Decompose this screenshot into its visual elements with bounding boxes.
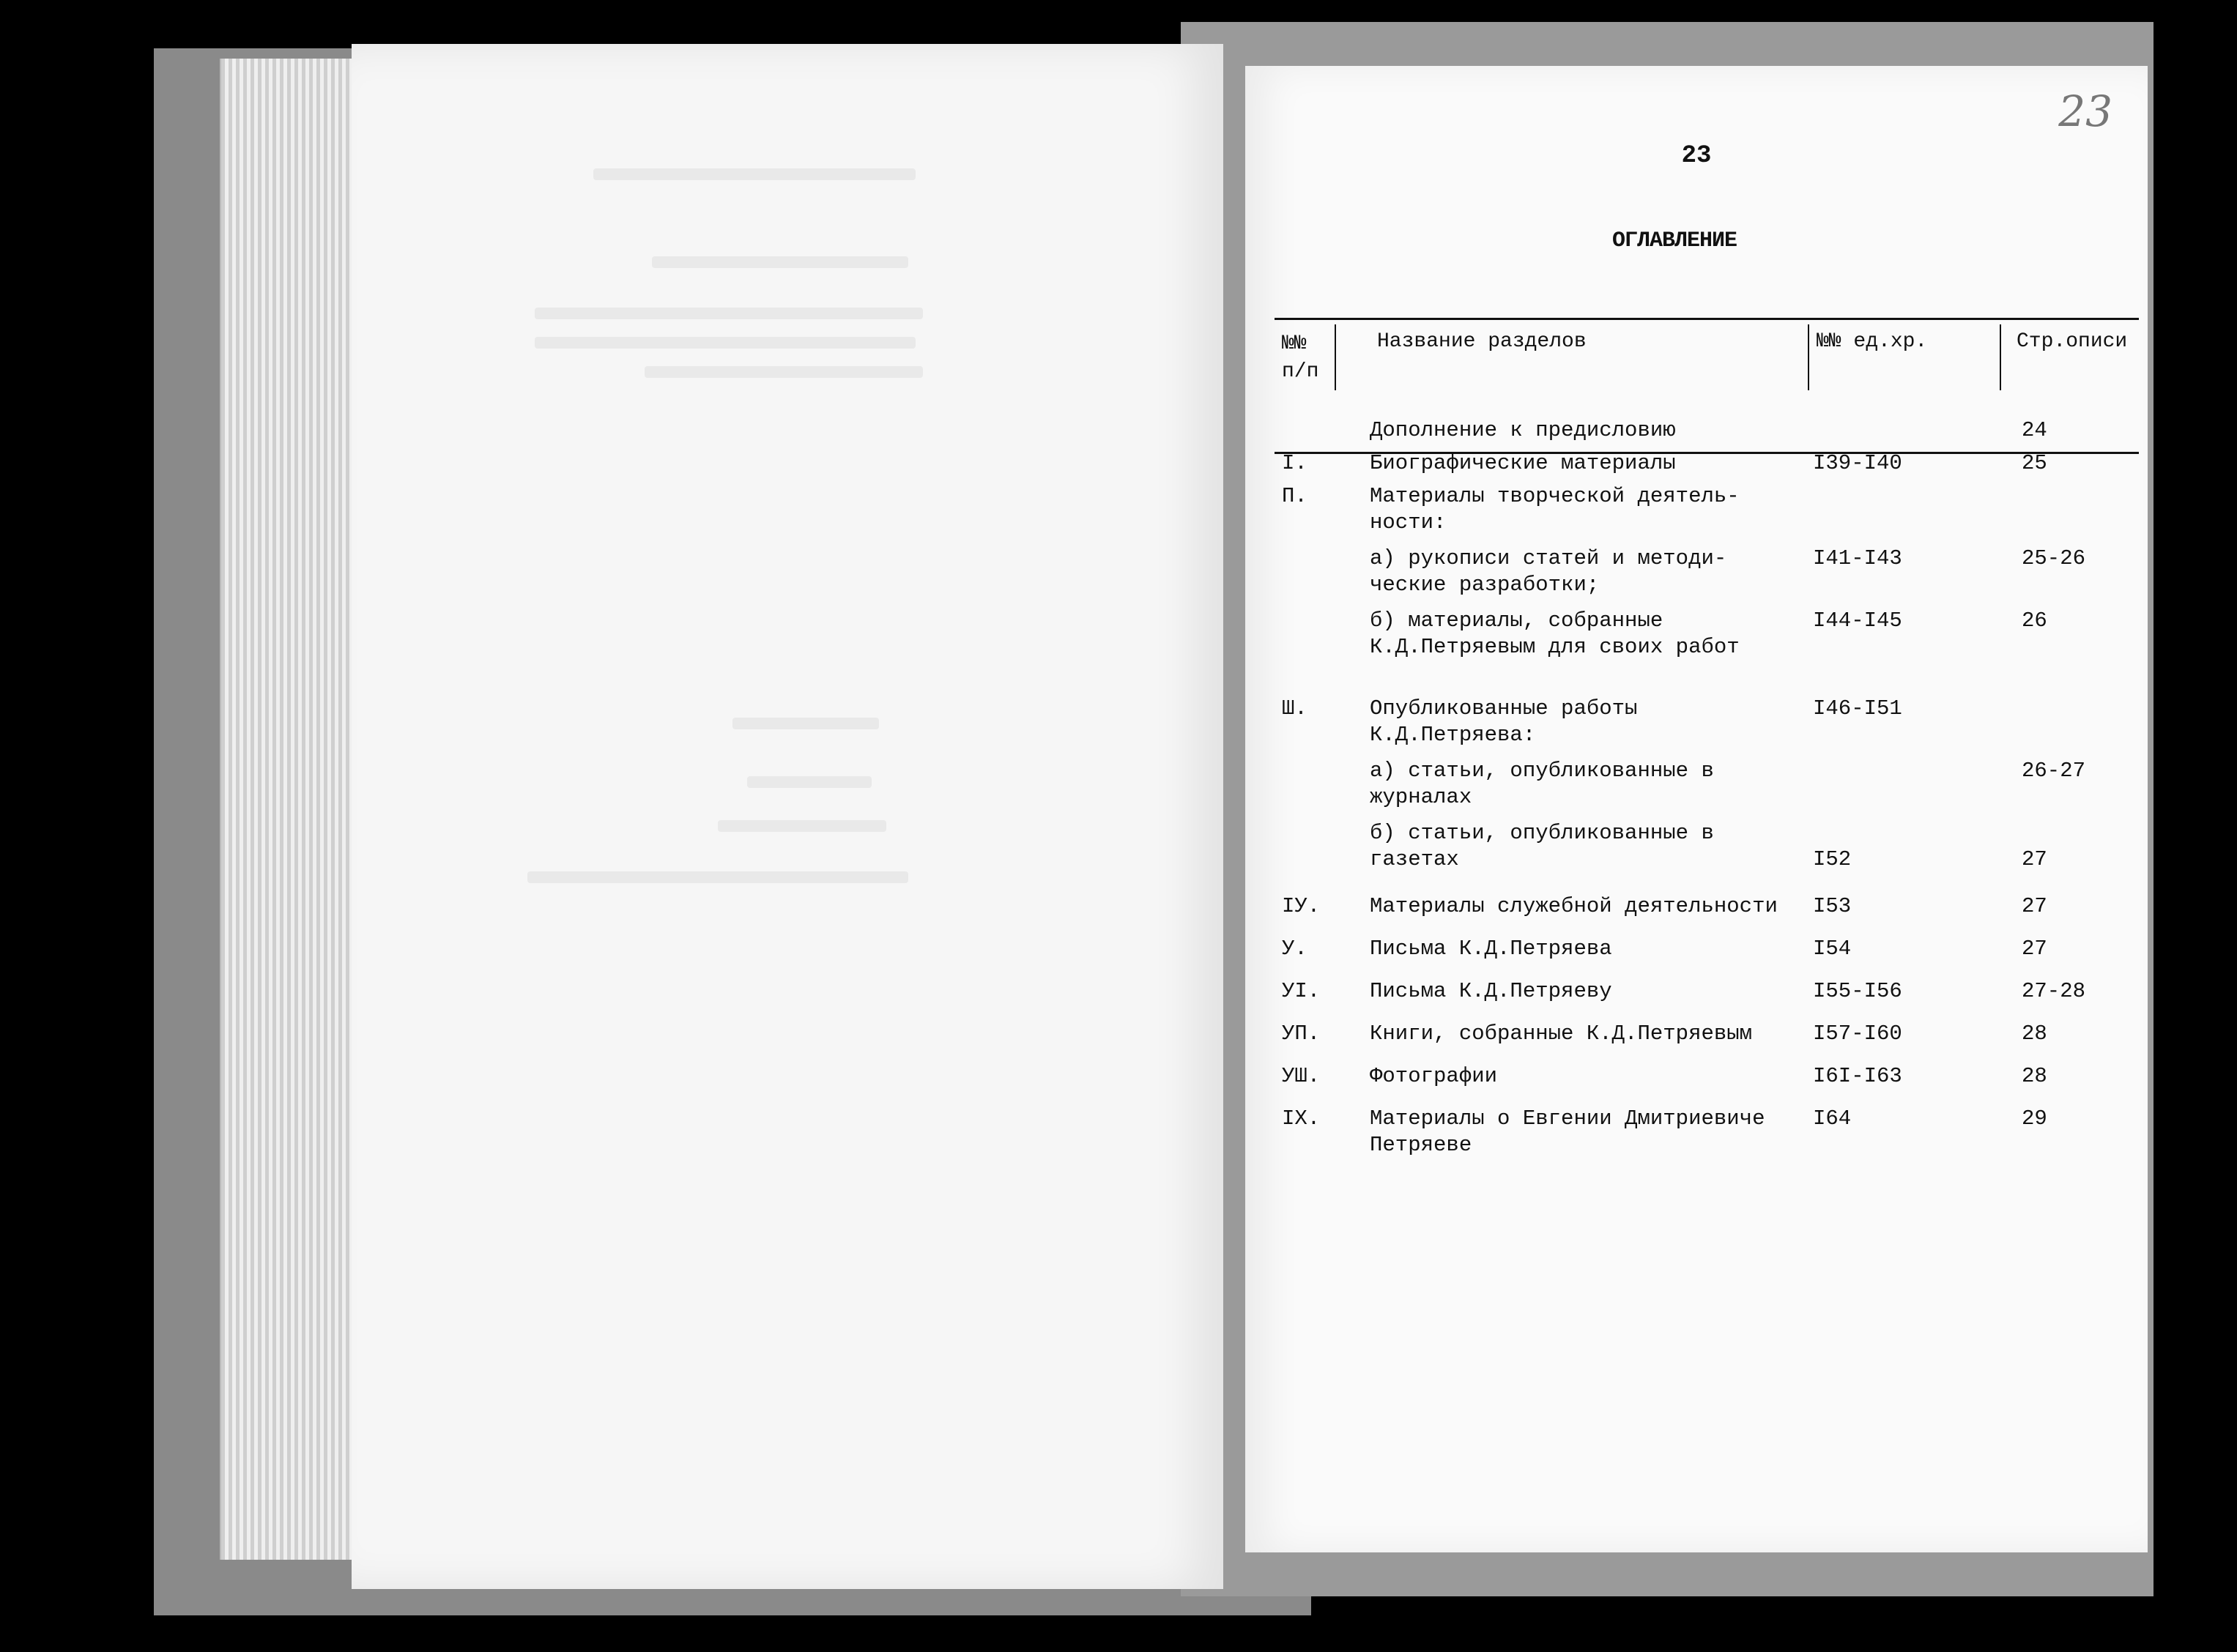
row-name: Биографические материалы xyxy=(1370,451,1676,475)
row-pages: 28 xyxy=(2022,1064,2047,1088)
row-num: УШ. xyxy=(1282,1064,1321,1088)
header-name: Название разделов xyxy=(1377,330,1587,353)
row-name: Письма К.Д.Петряеву xyxy=(1370,979,1612,1003)
row-name: б) материалы, собранные К.Д.Петряевым для своих работ xyxy=(1370,609,1740,659)
row-units: I41-I43 xyxy=(1813,546,1902,570)
row-name: Дополнение к предисловию xyxy=(1370,418,1676,442)
header-divider xyxy=(1335,324,1336,390)
row-units: I64 xyxy=(1813,1106,1852,1131)
row-name: Материалы служебной деятельности xyxy=(1370,894,1778,918)
bleed-through-text xyxy=(652,256,908,268)
row-units: I6I-I63 xyxy=(1813,1064,1902,1088)
row-name: Опубликованные работы К.Д.Петряева: xyxy=(1370,696,1638,747)
row-pages: 27 xyxy=(2022,847,2047,871)
row-num: У. xyxy=(1282,937,1307,961)
bleed-through-text xyxy=(527,871,908,883)
row-units: I54 xyxy=(1813,937,1852,961)
header-num: №№ п/п xyxy=(1282,332,1319,383)
row-pages: 27-28 xyxy=(2022,979,2086,1003)
left-page xyxy=(352,44,1223,1589)
header-divider xyxy=(2000,324,2001,390)
header-divider xyxy=(1808,324,1809,390)
bleed-through-text xyxy=(535,308,923,319)
bleed-through-text xyxy=(732,718,879,729)
row-pages: 28 xyxy=(2022,1022,2047,1046)
row-name: Материалы творческой деятель-ности: xyxy=(1370,484,1740,535)
row-pages: 27 xyxy=(2022,937,2047,961)
row-units: I55-I56 xyxy=(1813,979,1902,1003)
bleed-through-text xyxy=(593,168,916,180)
row-name: Фотографии xyxy=(1370,1064,1498,1088)
row-name: а) статьи, опубликованные в журналах xyxy=(1370,759,1714,809)
bleed-through-text xyxy=(535,337,916,349)
bleed-through-text xyxy=(645,366,923,378)
row-units: I46-I51 xyxy=(1813,696,1902,721)
row-num: П. xyxy=(1282,484,1307,508)
row-num: IУ. xyxy=(1282,894,1321,918)
header-pages: Стр.описи xyxy=(2017,330,2128,353)
bleed-through-text xyxy=(747,776,872,788)
page-stack-edges xyxy=(220,59,368,1560)
row-pages: 25-26 xyxy=(2022,546,2086,570)
row-units: I57-I60 xyxy=(1813,1022,1902,1046)
row-num: УП. xyxy=(1282,1022,1321,1046)
page-title: ОГЛАВЛЕНИЕ xyxy=(1611,228,1737,253)
row-pages: 27 xyxy=(2022,894,2047,918)
row-num: I. xyxy=(1282,451,1307,475)
bleed-through-text xyxy=(718,820,886,832)
right-page xyxy=(1245,66,2148,1552)
row-name: Материалы о Евгении Дмитриевиче Петряеве xyxy=(1370,1106,1765,1157)
page-number: 23 xyxy=(1681,142,1712,170)
header-units: №№ ед.хр. xyxy=(1817,330,1928,353)
row-pages: 26 xyxy=(2022,609,2047,633)
row-units: I53 xyxy=(1813,894,1852,918)
row-pages: 24 xyxy=(2022,418,2047,442)
row-name: а) рукописи статей и методи-ческие разработки; xyxy=(1370,546,1727,597)
row-units: I44-I45 xyxy=(1813,609,1902,633)
row-pages: 29 xyxy=(2022,1106,2047,1131)
row-num: Ш. xyxy=(1282,696,1307,721)
row-units: I39-I40 xyxy=(1813,451,1902,475)
row-pages: 25 xyxy=(2022,451,2047,475)
row-units: I52 xyxy=(1813,847,1852,871)
row-num: УI. xyxy=(1282,979,1321,1003)
row-name: б) статьи, опубликованные в газетах xyxy=(1370,821,1714,871)
row-name: Письма К.Д.Петряева xyxy=(1370,937,1612,961)
row-num: IХ. xyxy=(1282,1106,1321,1131)
row-pages: 26-27 xyxy=(2022,759,2086,783)
row-name: Книги, собранные К.Д.Петряевым xyxy=(1370,1022,1753,1046)
handwritten-page-number: 23 xyxy=(2058,86,2112,136)
